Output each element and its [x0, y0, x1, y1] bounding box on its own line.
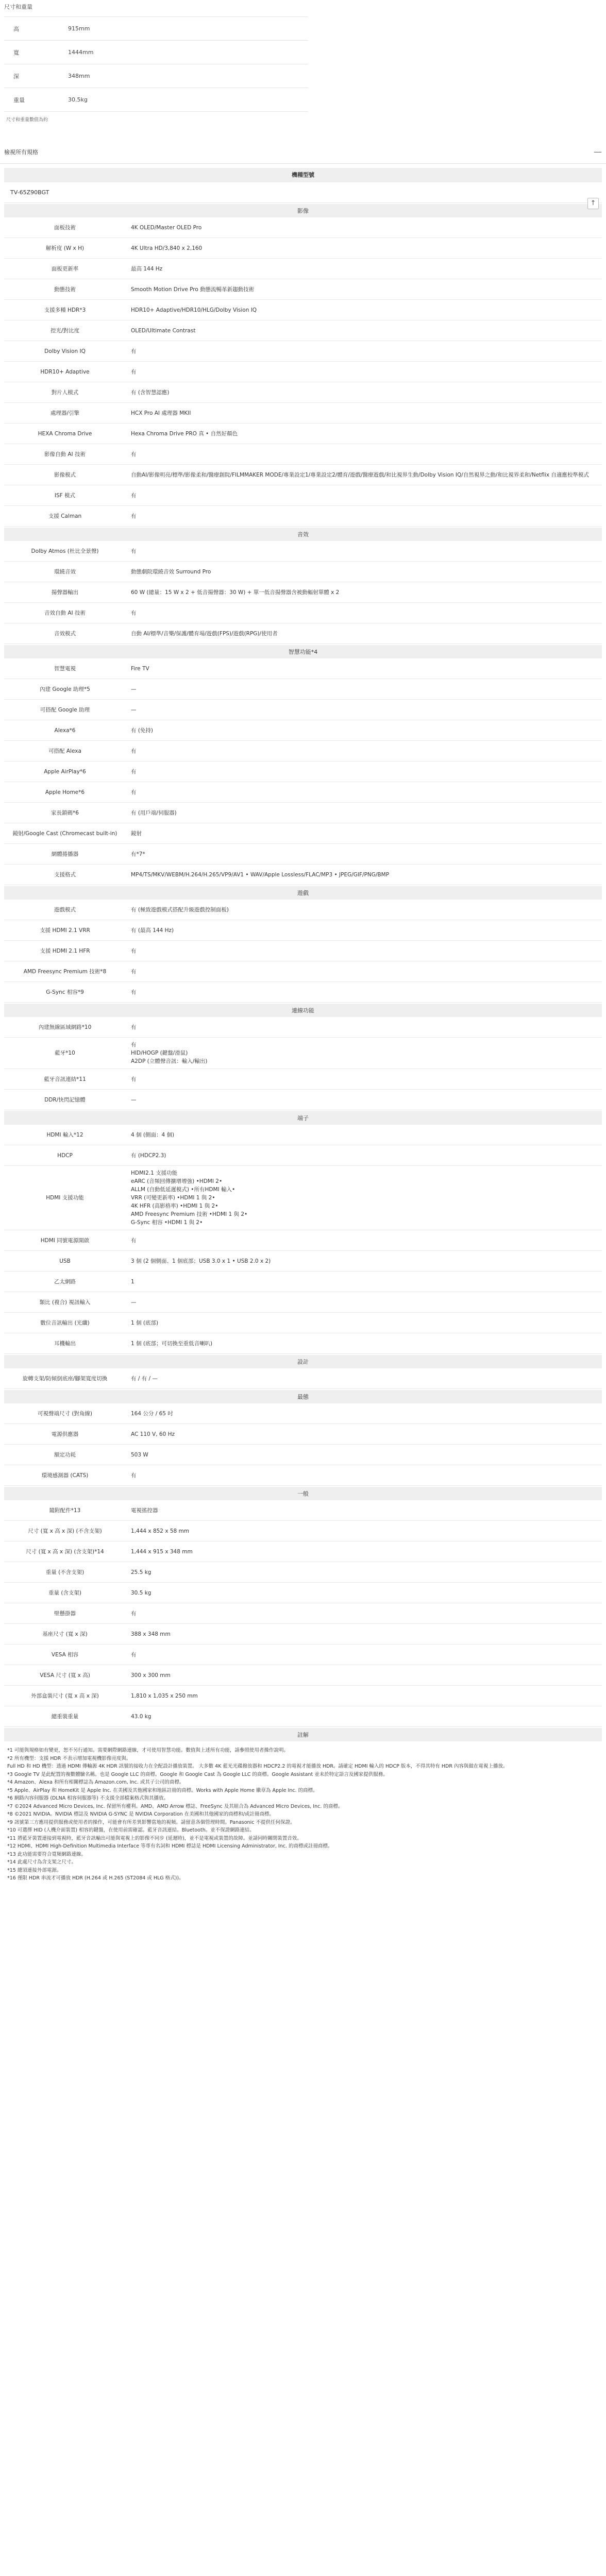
- spec-label: Alexa*6: [54, 727, 76, 734]
- spec-value: 4 個 (側面：4 個): [131, 1131, 175, 1138]
- dimensions-section: [0, 0, 304, 123]
- spec-row: [4, 720, 602, 741]
- spec-value: 25.5 kg: [131, 1569, 152, 1575]
- section-header: 設計: [4, 1354, 602, 1368]
- spec-label: 解析度 (W x H): [45, 245, 85, 251]
- spec-label: HDMI 輸入*12: [46, 1131, 83, 1138]
- scroll-up-icon[interactable]: ↑: [587, 198, 599, 209]
- spec-value: 有*7*: [131, 851, 145, 857]
- section-header: 一般: [4, 1486, 602, 1500]
- spec-value: 有: [131, 492, 137, 499]
- note-item: *11 將藍牙裝置連接到電視時，藍牙音訊輸出可能與電視上的影像不同步 (延遲時)，並不是電視或裝置的故障。並請同時關閉裝置音效。: [7, 1835, 302, 1841]
- spec-label: ISF 模式: [54, 492, 76, 499]
- spec-row: [4, 1521, 602, 1541]
- spec-label: 可視聲端尺寸 (對角線): [37, 1410, 93, 1417]
- spec-row: [4, 1403, 602, 1424]
- spec-value: —: [131, 706, 137, 713]
- spec-row: [4, 782, 602, 803]
- dimension-label: 寬: [13, 49, 19, 56]
- spec-label: 可搭配 Alexa: [48, 748, 81, 754]
- spec-label: 鏡射/Google Cast (Chromecast built-in): [12, 830, 117, 837]
- spec-value: 有: [131, 1651, 137, 1658]
- spec-label: 藍牙音訊連結*11: [44, 1076, 86, 1082]
- note-item: *9 訊號第三方應用提供服務或使用者的操作，可能會有所差異影響當地的視頻。請留意各個管理時間。Panasonic 不提供任何保證。: [7, 1819, 295, 1825]
- spec-label: 支援 HDMI 2.1 HFR: [40, 947, 90, 954]
- spec-row: [4, 300, 602, 320]
- note-item: *2 所有機型：支援 HDR 不表示增加電視機影像亮度與。: [7, 1755, 131, 1761]
- spec-value: 有 (免持): [131, 727, 154, 734]
- section-header: 智慧功能*4: [4, 644, 602, 658]
- spec-label: 外部盒裝尺寸 (寬 x 高 x 深): [31, 1692, 99, 1699]
- spec-label: 遊戲模式: [54, 906, 76, 913]
- section-header: 影像: [4, 203, 602, 217]
- spec-label: 面板技術: [54, 224, 76, 231]
- spec-label: 環繞音效: [54, 568, 76, 575]
- spec-row: [4, 700, 602, 720]
- dimension-label: 高: [13, 25, 19, 32]
- spec-row: [4, 362, 602, 382]
- spec-value: 有: [131, 1076, 137, 1082]
- dimension-row: [4, 88, 308, 112]
- spec-label: 壁懸掛器: [54, 1610, 76, 1617]
- spec-label: 藍牙*10: [55, 1050, 75, 1056]
- spec-value: 有 (最高 144 Hz): [131, 927, 174, 934]
- note-item: *15 總須連接外部電源。: [7, 1867, 62, 1873]
- note-item: *14 此處尺寸為含支架之尺寸。: [7, 1859, 76, 1865]
- spec-label: 尺寸 (寬 x 高 x 深) (含支架)*14: [26, 1548, 104, 1555]
- spec-row: [4, 1541, 602, 1562]
- spec-row: [4, 1603, 602, 1624]
- spec-value: 有 (含智慧認應): [131, 389, 170, 396]
- spec-value: 有: [131, 789, 137, 795]
- spec-label: 家長鎖碼*6: [51, 809, 79, 816]
- spec-value: —: [131, 1096, 137, 1103]
- spec-row: [4, 506, 602, 527]
- spec-row: [4, 1166, 602, 1230]
- dimension-label: 重量: [13, 96, 25, 104]
- spec-value: 1 個 (底部): [131, 1319, 159, 1326]
- spec-row: [4, 320, 602, 341]
- spec-row: [4, 1706, 602, 1727]
- spec-value: Smooth Motion Drive Pro 動態流暢革新趨動技術: [131, 286, 255, 293]
- spec-value: 3 個 (2 個側面、1 個底部；USB 3.0 x 1 • USB 2.0 x 2): [131, 1258, 271, 1264]
- spec-value: 60 W (總量：15 W x 2 + 低音揚聲器：30 W) + 單一低音揚聲器含被動輻射單體 x 2: [131, 589, 340, 596]
- notes-list: [0, 1741, 606, 1893]
- spec-row: [4, 623, 602, 644]
- spec-value: 4K Ultra HD/3,840 x 2,160: [131, 245, 203, 251]
- spec-value: 有: [131, 1472, 137, 1479]
- spec-value: 最高 144 Hz: [131, 265, 163, 272]
- spec-row: [4, 1624, 602, 1645]
- spec-value: 有: [131, 748, 137, 754]
- spec-row: [4, 941, 602, 961]
- dimension-row: [4, 64, 308, 88]
- dimension-row: [4, 41, 308, 64]
- spec-label: 內建 Google 助理*5: [40, 686, 90, 692]
- dimension-value: 915mm: [68, 25, 90, 32]
- note-item: *16 僅限 HDR 串流才可播放 HDR (H.264 或 H.265 (ST2084 或 HLG 格式))。: [7, 1875, 184, 1881]
- spec-row: [4, 423, 602, 444]
- spec-value: 1,444 x 915 x 348 mm: [131, 1548, 193, 1555]
- spec-value: 有 (極致遊戲模式搭配升級遊戲控制面板): [131, 906, 229, 913]
- spec-value: 鏡射: [131, 830, 142, 837]
- spec-toggle-header[interactable]: [0, 140, 606, 164]
- spec-value: 1,444 x 852 x 58 mm: [131, 1528, 190, 1534]
- spec-value: MP4/TS/MKV/WEBM/H.264/H.265/VP9/AV1 • WAV/Apple Lossless/FLAC/MP3 • JPEG/GIF/PNG/BMP: [131, 871, 390, 878]
- spec-value: 有: [131, 513, 137, 519]
- spec-label: VESA 尺寸 (寬 x 高): [40, 1672, 90, 1679]
- spec-label: 支援 HDMI 2.1 VRR: [40, 927, 90, 934]
- spec-row: [4, 1686, 602, 1706]
- model-number: TV-65Z90BGT: [4, 182, 602, 203]
- spec-label: 尺寸 (寬 x 高 x 深) (不含支架): [28, 1528, 102, 1534]
- spec-row: [4, 444, 602, 465]
- spec-value: 有: [131, 947, 137, 954]
- spec-label: 處理器/引擎: [50, 410, 80, 416]
- spec-value: 300 x 300 mm: [131, 1672, 171, 1679]
- spec-label: 重量 (含支架): [48, 1589, 82, 1596]
- spec-row: [4, 1038, 602, 1069]
- spec-row: [4, 1017, 602, 1038]
- dimension-row: [4, 17, 308, 41]
- spec-value: 503 W: [131, 1451, 148, 1458]
- collapse-icon[interactable]: —: [594, 147, 602, 157]
- spec-value: —: [131, 1299, 137, 1306]
- spec-value: Hexa Chroma Drive PRO 真 • 自然好顏色: [131, 430, 238, 437]
- note-item: *4 Amazon、Alexa 和所有相關標誌為 Amazon.com, Inc. 或其子公司的商標。: [7, 1780, 184, 1785]
- spec-value: 動態劇院環繞音效 Surround Pro: [131, 568, 211, 575]
- spec-label: 耳機輸出: [54, 1340, 76, 1347]
- spec-row: [4, 844, 602, 865]
- dimension-label: 深: [13, 73, 19, 80]
- spec-row: [4, 1465, 602, 1486]
- spec-value: 有: [131, 1237, 137, 1244]
- spec-value: AC 110 V, 60 Hz: [131, 1431, 175, 1437]
- note-item: Full HD 和 HD 機型：透過 HDMI 傳輸源 4K HDR 訊號的接收力在全配設計播放裝置。 大多數 4K 藍光光碟撥放器和 HDCP2.2 的電視才能播放 HDR。請確定 HDMI 輸入的 HDCP 版本，不得其特有 HDR 內容與做在電視上播放。: [7, 1764, 508, 1769]
- note-item: *8 ©2021 NVIDIA。NVIDIA 標誌及 NVIDIA G-SYNC 是 NVIDIA Corporation 在美國和其他國家的商標和/或註冊商標。: [7, 1811, 274, 1817]
- spec-value: 1,810 x 1,035 x 250 mm: [131, 1692, 198, 1699]
- spec-header-title: 檢視所有規格: [4, 148, 38, 156]
- spec-label: HDMI 支援功能: [46, 1195, 84, 1201]
- spec-label: 對片人模式: [51, 389, 79, 396]
- spec-value: 自動AI/影像明亮/標準/影像柔和/醫療創院/FILMMAKER MODE/專業設定1/專業設定2/體育/遊戲/醫療遊戲/和比視界生動/Dolby Vision IQ/自然視界之動/和比視界柔和/Netflix 自適應校準模式: [131, 471, 589, 478]
- spec-label: DDR/快閃記憶體: [44, 1096, 86, 1103]
- spec-value: 有: [131, 609, 137, 616]
- spec-label: 基座尺寸 (寬 x 深): [42, 1631, 88, 1637]
- spec-row: [4, 1230, 602, 1251]
- spec-label: 面板更新率: [51, 265, 79, 272]
- spec-row: [4, 803, 602, 823]
- spec-value: HCX Pro AI 處理器 MKII: [131, 410, 191, 416]
- spec-label: 數位音訊輸出 (光纖): [40, 1319, 90, 1326]
- note-item: *7 ©2024 Advanced Micro Devices, Inc. 保留所有權利。AMD、AMD Arrow 標誌、FreeSync 及其組合為 Advanced Micro Devices, Inc. 的商標。: [7, 1803, 343, 1809]
- spec-value: 1: [131, 1278, 134, 1285]
- spec-label: HDR10+ Adaptive: [40, 368, 90, 375]
- spec-value: —: [131, 686, 137, 692]
- spec-sections: [4, 203, 602, 1741]
- spec-row: [4, 1069, 602, 1090]
- dimensions-title: 尺寸和重量: [4, 4, 32, 10]
- spec-value: 1 個 (底部；可切換至重低音喇叭): [131, 1340, 213, 1347]
- spec-row: [4, 382, 602, 403]
- spec-value: 有 (用戶端/伺服器): [131, 809, 177, 816]
- spec-label: 類比 (複合) 視訊輸入: [39, 1299, 91, 1306]
- spec-value: 有: [131, 451, 137, 457]
- spec-row: [4, 603, 602, 623]
- note-item: *1 可能與規格如有變更，恕不另行通知。需要網際網路連線，才可使用智慧功能。數值與上述所有功能，請參照使用者操作說明。: [7, 1748, 289, 1753]
- note-item: *13 此功能需要符合寬頻網路連線。: [7, 1851, 86, 1857]
- spec-value: 有: [131, 968, 137, 975]
- dimension-value: 30.5kg: [68, 96, 88, 103]
- spec-row: [4, 279, 602, 300]
- note-item: *12 HDMI、HDMI High-Definition Multimedia Interface 等專有名詞和 HDMI 標誌是 HDMI Licensing Administrator, Inc. 的商標或註冊商標。: [7, 1843, 333, 1849]
- spec-row: [4, 982, 602, 1003]
- spec-value: 有: [131, 368, 137, 375]
- spec-label: G-Sync 相容*9: [46, 989, 84, 995]
- spec-row: [4, 823, 602, 844]
- spec-label: 電源供應器: [51, 1431, 79, 1437]
- spec-row: [4, 1333, 602, 1354]
- spec-row: [4, 1313, 602, 1333]
- spec-value: 164 公分 / 65 吋: [131, 1410, 173, 1417]
- spec-label: 動態技術: [54, 286, 76, 293]
- spec-value: 有 / 有 / —: [131, 1375, 158, 1382]
- note-item: *5 Apple、AirPlay 和 HomeKit 是 Apple Inc. 在美國及其他國家和地區註冊的商標。Works with Apple Home 徽章為 Apple Inc. 的商標。: [7, 1787, 318, 1793]
- spec-row: [4, 1272, 602, 1292]
- spec-value: 有: [131, 989, 137, 995]
- spec-row: [4, 679, 602, 700]
- spec-label: HEXA Chroma Drive: [38, 430, 92, 437]
- spec-label: HDCP: [57, 1152, 73, 1159]
- section-header: 註解: [4, 1727, 602, 1741]
- spec-label: 網體捲播器: [51, 851, 79, 857]
- spec-label: 內建無線區域網路*10: [38, 1024, 92, 1030]
- spec-row: [4, 238, 602, 259]
- spec-label: 智慧電視: [54, 665, 76, 672]
- spec-row: [4, 1500, 602, 1521]
- spec-label: AMD Freesync Premium 技術*8: [23, 968, 107, 975]
- spec-row: [4, 341, 602, 362]
- section-header: 音效: [4, 527, 602, 541]
- spec-row: [4, 562, 602, 582]
- spec-label: 支援 Calman: [48, 513, 82, 519]
- spec-value: HDMI2.1 支援功能 eARC (音頻回傳擴增增強) •HDMI 2• ALLM (自動低延遲模式) •所有HDMI 輸入• VRR (可變更新率) •HDMI 1 與 2• 4K HFR (高影格率) •HDMI 1 與 2• AMD Freesync Premium 技術 •HDMI 1 與 2• G-Sync 相容 •HDMI 1 與 2•: [131, 1170, 248, 1226]
- spec-row: [4, 900, 602, 920]
- section-header: 端子: [4, 1110, 602, 1125]
- spec-label: VESA 相容: [51, 1651, 79, 1658]
- spec-row: [4, 761, 602, 782]
- spec-row: [4, 1292, 602, 1313]
- dimensions-table: [4, 16, 308, 112]
- spec-label: 揚聲器輸出: [51, 589, 79, 596]
- spec-row: [4, 961, 602, 982]
- spec-value: 有: [131, 1610, 137, 1617]
- spec-value: 有: [131, 548, 137, 554]
- spec-value: 有: [131, 768, 137, 775]
- dimension-value: 1444mm: [68, 49, 94, 56]
- spec-row: [4, 582, 602, 603]
- spec-label: 影像模式: [54, 471, 76, 478]
- spec-value: 43.0 kg: [131, 1713, 152, 1720]
- spec-label: USB: [59, 1258, 71, 1264]
- spec-value: 388 x 348 mm: [131, 1631, 171, 1637]
- spec-label: HDMI 同號電源開啟: [40, 1237, 90, 1244]
- spec-row: [4, 1090, 602, 1110]
- spec-value: HDR10+ Adaptive/HDR10/HLG/Dolby Vision IQ: [131, 307, 257, 313]
- dimension-value: 348mm: [68, 73, 90, 79]
- note-item: *10 可選擇 HID (人機介面裝置) 相容的鍵盤，在使用前需確認。藍牙音訊連結。Bluetooth。並不保證網路連結。: [7, 1827, 255, 1833]
- spec-label: 總重裝重量: [51, 1713, 79, 1720]
- spec-label: 控光/對比度: [50, 327, 80, 334]
- spec-row: [4, 1562, 602, 1583]
- spec-value: 30.5 kg: [131, 1589, 152, 1596]
- machine-label: 機種型號: [4, 168, 602, 182]
- spec-row: [4, 1645, 602, 1665]
- spec-label: 隨附配件*13: [49, 1507, 81, 1514]
- spec-label: Apple Home*6: [45, 789, 85, 795]
- spec-row: [4, 1445, 602, 1465]
- spec-value: 有: [131, 1024, 137, 1030]
- spec-label: 重量 (不含支架): [45, 1569, 85, 1575]
- spec-row: [4, 1665, 602, 1686]
- spec-label: 音效模式: [54, 630, 76, 637]
- spec-label: 乙太網路: [54, 1278, 76, 1285]
- spec-label: 音效自動 AI 技術: [44, 609, 86, 616]
- spec-label: Dolby Atmos (杜比全景聲): [31, 548, 99, 554]
- spec-row: [4, 541, 602, 562]
- note-item: *6 網路內容伺服器 (DLNA 相容伺服器等) 不支援全部檔案格式與其播放。: [7, 1795, 169, 1801]
- spec-value: 有 (HDCP2.3): [131, 1152, 166, 1159]
- spec-row: [4, 485, 602, 506]
- spec-row: [4, 259, 602, 279]
- spec-value: 有: [131, 348, 137, 354]
- spec-row: [4, 658, 602, 679]
- spec-label: 可搭配 Google 助理: [40, 706, 90, 713]
- section-header: 連線功能: [4, 1003, 602, 1017]
- note-item: *3 Google TV 是此配置的複數體驗名稱。也是 Google LLC 的商標。Google 和 Google Cast 為 Google LLC 的商標。Google Assistant 並未於特定語言及國家提供服務。: [7, 1771, 388, 1777]
- spec-label: Dolby Vision IQ: [44, 348, 86, 354]
- spec-label: 影像自動 AI 技術: [44, 451, 86, 457]
- section-header: 遊戲: [4, 885, 602, 900]
- spec-row: [4, 1368, 602, 1389]
- spec-row: [4, 1125, 602, 1145]
- spec-row: [4, 920, 602, 941]
- dimensions-note: 尺寸和重量數值為約: [6, 117, 48, 123]
- spec-label: 支援格式: [54, 871, 76, 878]
- spec-value: Fire TV: [131, 665, 149, 672]
- spec-row: [4, 217, 602, 238]
- spec-label: 旋轉支架/防傾倒底座/腳架寬度切換: [22, 1375, 108, 1382]
- spec-label: 支援多種 HDR*3: [44, 307, 86, 313]
- spec-label: Apple AirPlay*6: [44, 768, 86, 775]
- spec-label: 額定功耗: [54, 1451, 76, 1458]
- spec-value: 4K OLED/Master OLED Pro: [131, 224, 202, 231]
- spec-value: 有 HID/HOGP (鍵盤/滑鼠) A2DP (立體聲音訊：輸入/輸出): [131, 1042, 208, 1064]
- spec-label: 環境感測器 (CATS): [41, 1472, 89, 1479]
- spec-row: [4, 865, 602, 885]
- spec-row: [4, 1251, 602, 1272]
- spec-row: [4, 403, 602, 423]
- spec-row: [4, 741, 602, 761]
- spec-table: [4, 168, 602, 1741]
- spec-row: [4, 1583, 602, 1603]
- spec-value: OLED/Ultimate Contrast: [131, 327, 196, 334]
- spec-value: 自動 AI/標準/音樂/保護/體育場/遊戲(FPS)/遊戲(RPG)/使用者: [131, 630, 278, 637]
- spec-row: [4, 1424, 602, 1445]
- section-header: 最態: [4, 1389, 602, 1403]
- spec-row: [4, 1145, 602, 1166]
- spec-value: 電視搖控器: [131, 1507, 158, 1514]
- spec-row: [4, 465, 602, 485]
